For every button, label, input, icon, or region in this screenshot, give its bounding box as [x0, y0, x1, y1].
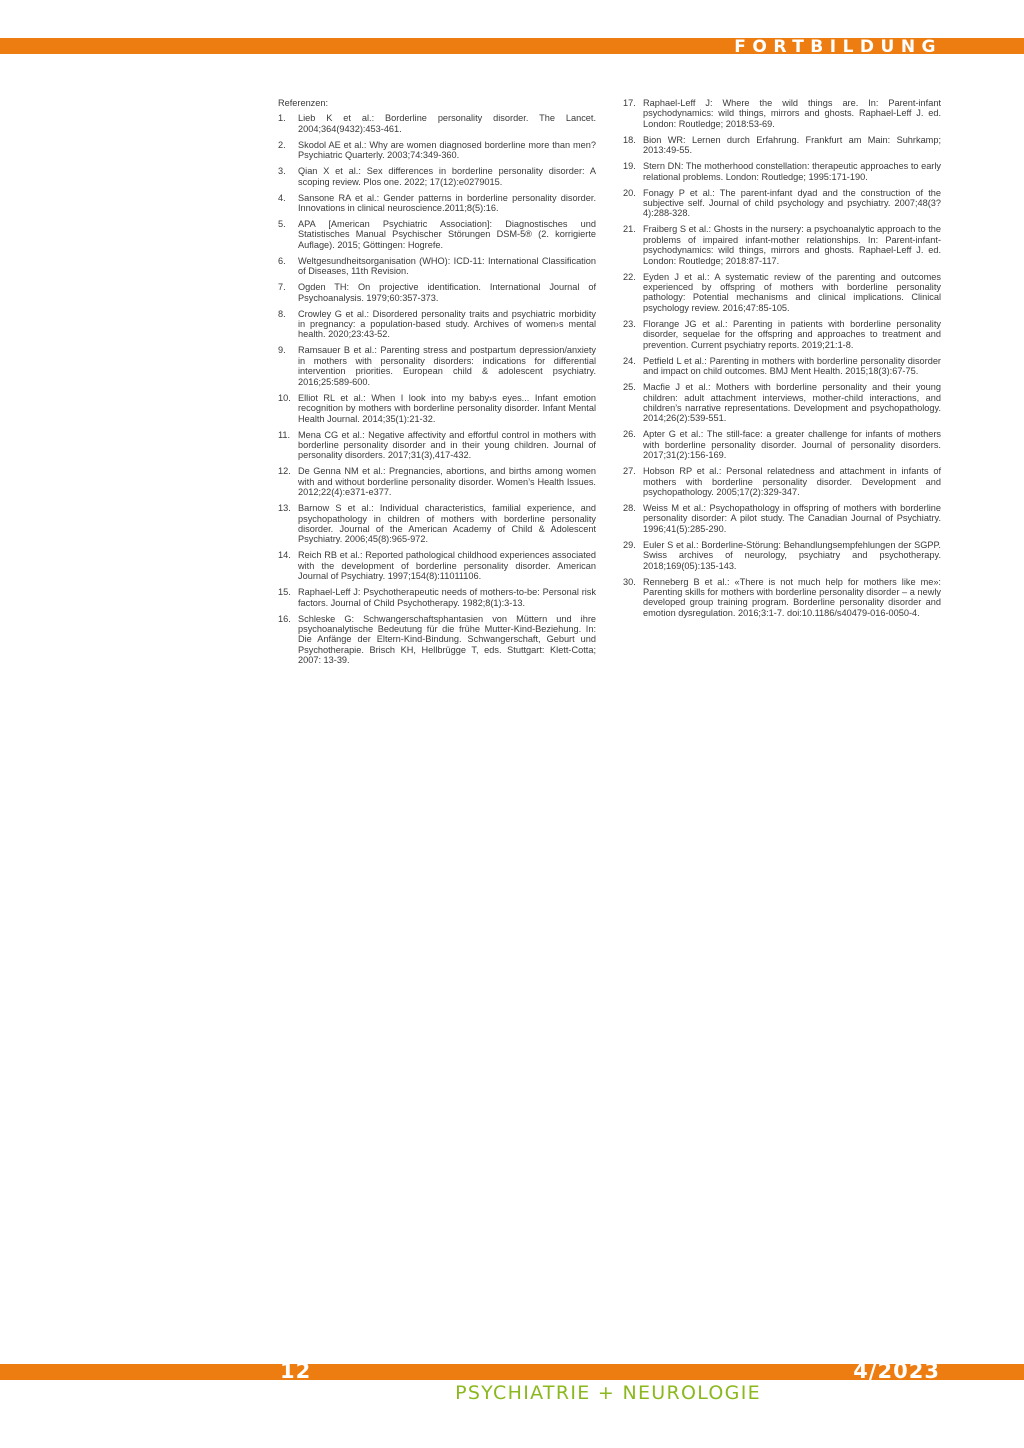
reference-item [278, 550, 596, 581]
reference-item [623, 382, 941, 424]
reference-item [278, 219, 596, 250]
reference-text: Bion WR: Lernen durch Erfahrung. Frankfurt am Main: Suhrkamp; 2013:49-55. [643, 134, 941, 156]
reference-item [278, 430, 596, 461]
reference-item [278, 587, 596, 608]
reference-number: 7. [278, 282, 286, 293]
issue-number: 4/2023 [853, 1359, 940, 1383]
reference-number: 25. [623, 382, 636, 393]
reference-number: 3. [278, 166, 286, 177]
reference-text: Qian X et al.: Sex differences in borderline personality disorder: A scoping review. Plos one. 2022; 17(12):e0279015. [298, 166, 596, 187]
reference-item [278, 393, 596, 424]
reference-item [278, 466, 596, 497]
reference-item [623, 98, 941, 129]
reference-number: 6. [278, 255, 286, 266]
reference-item [623, 429, 941, 460]
reference-number: 18. [623, 134, 636, 145]
reference-number: 19. [623, 161, 636, 172]
reference-text: Ramsauer B et al.: Parenting stress and postpartum depression/anxiety in mothers with personality disorders: indications for differential intervention priorities. European child & adolescent psychiatry. 2016;25:589-600. [298, 345, 596, 387]
page-number: 12 [280, 1359, 312, 1383]
reference-item [623, 319, 941, 350]
reference-item [278, 113, 596, 134]
reference-text: Petfield L et al.: Parenting in mothers with borderline personality disorder and impact on child outcomes. BMJ Ment Health. 2015;18(3):67-75. [643, 355, 941, 377]
reference-item [278, 345, 596, 387]
reference-item [623, 356, 941, 377]
reference-item [623, 540, 941, 571]
reference-number: 4. [278, 192, 286, 203]
reference-item [623, 577, 941, 619]
reference-text: Raphael-Leff J: Where the wild things are. In: Parent-infant psychodynamics: wild things, mirrors and ghosts. Raphael-Leff J. ed. London: Routledge; 2018:53-69. [643, 98, 941, 129]
reference-number: 8. [278, 308, 286, 319]
reference-text: Skodol AE et al.: Why are women diagnosed borderline more than men? Psychiatric Quarterly. 2003;74:349-360. [298, 139, 596, 161]
reference-item [278, 309, 596, 340]
reference-number: 30. [623, 576, 636, 587]
reference-item [623, 503, 941, 534]
reference-text: Renneberg B et al.: «There is not much help for mothers like me»: Parenting skills for mothers with borderline personality disorder – a newly developed group training program. Borderline personality disorder and emotion dysregulation. 2016;3:1-7. doi:10.1186/s40479-016-0050-4. [643, 576, 941, 618]
reference-number: 24. [623, 355, 636, 366]
reference-number: 28. [623, 502, 636, 513]
references-left-column [278, 98, 596, 671]
reference-text: APA [American Psychiatric Association]: Diagnostisches und Statistisches Manual Psychischer Störungen DSM-5® (2. korrigierte Auflage). 2015; Göttingen: Hogrefe. [298, 219, 596, 250]
reference-text: Reich RB et al.: Reported pathological childhood experiences associated with the development of borderline personality disorder. American Journal of Psychiatry. 1997;154(8):11011106. [298, 550, 596, 582]
reference-number: 15. [278, 587, 291, 598]
reference-number: 12. [278, 466, 291, 477]
reference-number: 2. [278, 139, 286, 150]
reference-text: Raphael-Leff J: Psychotherapeutic needs of mothers-to-be: Personal risk factors. Journal of Child Psychotherapy. 1982;8(1):3-13. [298, 587, 596, 608]
reference-text: Macfie J et al.: Mothers with borderline personality and their young children: adult attachment interviews, mother-child interactions, and children’s narrative representations. Development and psychopathology. 2014;26(2):539-551. [643, 382, 941, 424]
reference-text: Lieb K et al.: Borderline personality disorder. The Lancet. 2004;364(9432):453-461. [298, 113, 596, 134]
reference-number: 27. [623, 466, 636, 477]
reference-number: 11. [278, 429, 291, 440]
reference-number: 29. [623, 539, 636, 550]
reference-number: 10. [278, 392, 291, 403]
reference-text: Fonagy P et al.: The parent-infant dyad and the construction of the subjective self. Journal of child psychology and psychiatry. 2007;48(3?4):288-328. [643, 187, 941, 219]
reference-text: Florange JG et al.: Parenting in patients with borderline personality disorder, sequelae for the offspring and approaches to treatment and prevention. Current psychiatry reports. 2019;21:1-8. [643, 318, 941, 350]
reference-number: 21. [623, 224, 636, 235]
reference-text: Weltgesundheitsorganisation (WHO): ICD-11: International Classification of Diseases, 11th Revision. [298, 255, 596, 277]
reference-number: 14. [278, 550, 291, 561]
reference-number: 17. [623, 98, 636, 108]
reference-text: Hobson RP et al.: Personal relatedness and attachment in infants of mothers with borderline personality disorder. Development and psychopathology. 2005;17(2):329-347. [643, 466, 941, 497]
reference-text: Schleske G: Schwangerschaftsphantasien von Müttern und ihre psychoanalytische Bedeutung für die frühe Mutter-Kind-Beziehung. In: Die Anfänge der Eltern-Kind-Bindung. Schwangerschaft, Geburt und Psychotherapie. Brisch KH, Hellbrügge T, eds. Stuttgart: Klett-Cotta; 2007: 13-39. [298, 613, 596, 666]
reference-item [623, 272, 941, 314]
reference-item [278, 140, 596, 161]
reference-item [623, 224, 941, 266]
reference-text: Crowley G et al.: Disordered personality traits and psychiatric morbidity in pregnancy: a population-based study. Archives of women›s mental health. 2020;23:43-52. [298, 308, 596, 340]
reference-number: 5. [278, 219, 286, 230]
reference-text: Weiss M et al.: Psychopathology in offspring of mothers with borderline personality disorder: A pilot study. The Canadian Journal of Psychiatry. 1996;41(5):285-290. [643, 502, 941, 534]
references-heading: Referenzen: [278, 98, 329, 108]
reference-item [623, 188, 941, 219]
reference-text: Apter G et al.: The still-face: a greater challenge for infants of mothers with borderline personality disorder. Journal of personality disorders. 2017;31(2):156-169. [643, 429, 941, 461]
reference-item [623, 466, 941, 497]
reference-item [623, 161, 941, 182]
reference-item [278, 614, 596, 666]
reference-text: Fraiberg S et al.: Ghosts in the nursery: a psychoanalytic approach to the problems of impaired infant-mother relationships. In: Parent-infant-psychodynamics: wild things, mirrors and ghosts. Raphael-Leff J. ed. London: Routledge; 2018:87-117. [643, 224, 941, 266]
reference-item [623, 135, 941, 156]
reference-item [278, 166, 596, 187]
reference-number: 13. [278, 503, 291, 514]
references-right-column [623, 98, 941, 624]
reference-text: Eyden J et al.: A systematic review of the parenting and outcomes experienced by offspring of mothers with borderline personality pathology: Potential mechanisms and clinical implications. Clinical psychology review. 2016;47:85-105. [643, 271, 941, 313]
reference-text: Ogden TH: On projective identification. International Journal of Psychoanalysis. 1979;60:357-373. [298, 282, 596, 303]
reference-item [278, 193, 596, 214]
reference-number: 1. [278, 113, 286, 124]
reference-number: 26. [623, 429, 636, 440]
reference-item [278, 282, 596, 303]
reference-list-right [623, 98, 941, 618]
reference-number: 20. [623, 187, 636, 198]
reference-text: Euler S et al.: Borderline-Störung: Behandlungsempfehlungen der SGPP. Swiss archives of neurology, psychiatry and psychotherapy. 2018;169(05):135-143. [643, 539, 941, 571]
reference-list-left [278, 113, 596, 665]
reference-item [278, 503, 596, 545]
reference-text: Elliot RL et al.: When I look into my baby›s eyes... Infant emotion recognition by mothers with borderline personality disorder. Infant Mental Health Journal. 2014;35(1):21-32. [298, 392, 596, 424]
reference-text: De Genna NM et al.: Pregnancies, abortions, and births among women with and without borderline personality disorder. Women’s Health Issues. 2012;22(4):e371-e377. [298, 466, 596, 498]
section-title: FORTBILDUNG [734, 37, 942, 57]
reference-number: 9. [278, 345, 286, 356]
reference-item [278, 256, 596, 277]
journal-name: PSYCHIATRIE + NEUROLOGIE [455, 1382, 761, 1404]
reference-number: 16. [278, 613, 291, 624]
reference-number: 22. [623, 271, 636, 282]
reference-text: Stern DN: The motherhood constellation: therapeutic approaches to early relational problems. London: Routledge; 1995:171-190. [643, 161, 941, 182]
reference-text: Barnow S et al.: Individual characteristics, familial experience, and psychopathology in children of mothers with borderline personality disorder. Journal of the American Academy of Child & Adolescent Psychiatry. 2006;45(8):965-972. [298, 503, 596, 545]
reference-text: Mena CG et al.: Negative affectivity and effortful control in mothers with borderline personality disorder and in their young children. Journal of personality disorders. 2017;31(3),417-432. [298, 429, 596, 461]
reference-number: 23. [623, 318, 636, 329]
reference-text: Sansone RA et al.: Gender patterns in borderline personality disorder. Innovations in clinical neuroscience.2011;8(5):16. [298, 192, 596, 214]
